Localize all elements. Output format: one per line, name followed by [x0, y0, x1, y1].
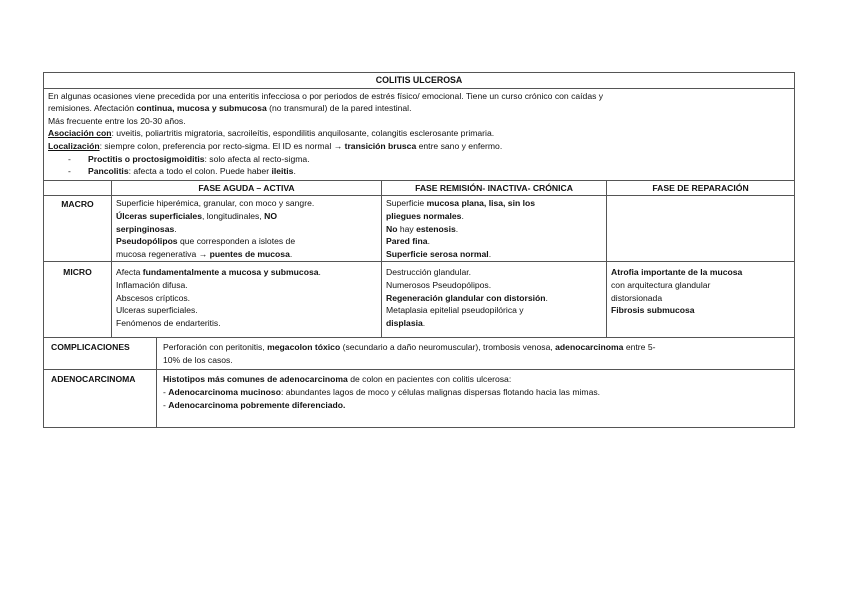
macro-remision-cell: Superficie mucosa plana, lisa, sin los pliegues normales. No hay estenosis. Pared fina. Superficie serosa normal. [382, 196, 607, 262]
complicaciones-row [44, 338, 795, 370]
header-empty [44, 180, 112, 196]
asociacion-line: Asociación con: uveitis, poliartritis migratoria, sacroileítis, espondilitis anquilosante, colangitis esclerosante primaria. [48, 128, 495, 139]
colitis-table [43, 72, 795, 428]
header-fase-reparacion: FASE DE REPARACIÓN [607, 180, 795, 196]
macro-label: MACRO [44, 196, 112, 262]
adenocarcinoma-label: ADENOCARCINOMA [44, 370, 157, 428]
macro-row [44, 196, 795, 262]
title-row [44, 73, 795, 89]
micro-remision-cell: Destrucción glandular. Numerosos Pseudopólipos. Regeneración glandular con distorsión. Metaplasia epitelial pseudopilórica y displasia. [382, 262, 607, 338]
micro-aguda-cell: Afecta fundamentalmente a mucosa y submucosa. Inflamación difusa. Abscesos crípticos. Ulceras superficiales. Fenómenos de endarteritis. [112, 262, 382, 338]
bullet-pancolitis: - Pancolitis: afecta a todo el colon. Puede haber ileitis. [48, 165, 790, 178]
intro-row [44, 88, 795, 180]
document-page [43, 72, 794, 428]
adenocarcinoma-row [44, 370, 795, 428]
macro-reparacion-cell [607, 196, 795, 262]
micro-label: MICRO [44, 262, 112, 338]
localizacion-line: Localización: siempre colon, preferencia por recto-sigma. El ID es normal → transición brusca entre sano y enfermo. [48, 140, 503, 151]
intro-cell [44, 88, 795, 180]
intro-line-2: remisiones. Afectación continua, mucosa y submucosa (no transmural) de la pared intestinal. [48, 103, 412, 114]
intro-line-3: Más frecuente entre los 20-30 años. [48, 115, 186, 126]
phase-header-row [44, 180, 795, 196]
bullet-proctitis: - Proctitis o proctosigmoiditis: solo afecta al recto-sigma. [48, 153, 790, 166]
table-title: COLITIS ULCEROSA [44, 73, 795, 89]
complicaciones-label: COMPLICACIONES [44, 338, 157, 370]
header-fase-aguda: FASE AGUDA – ACTIVA [112, 180, 382, 196]
complicaciones-text: Perforación con peritonitis, megacolon tóxico (secundario a daño neuromuscular), trombosis venosa, adenocarcinoma entre 5- 10% de los casos. [157, 338, 795, 370]
adenocarcinoma-text: Histotipos más comunes de adenocarcinoma de colon en pacientes con colitis ulcerosa: - Adenocarcinoma mucinoso: abundantes lagos de moco y células malignas dispersas flotando hacia las mimas. - Adenocarcinoma pobremente diferenciado. [157, 370, 795, 428]
micro-row [44, 262, 795, 338]
header-fase-remision: FASE REMISIÓN- INACTIVA- CRÓNICA [382, 180, 607, 196]
intro-line-1: En algunas ocasiones viene precedida por una enteritis infecciosa o por periodos de estrés físico/ emocional. Tiene un curso crónico con caídas y [48, 90, 604, 101]
macro-aguda-cell: Superficie hiperémica, granular, con moco y sangre. Úlceras superficiales, longitudinales, NO serpinginosas. Pseudopólipos que corresponden a islotes de mucosa regenerativa → puentes de mucosa. [112, 196, 382, 262]
micro-reparacion-cell: Atrofia importante de la mucosa con arquitectura glandular distorsionada Fibrosis submucosa [607, 262, 795, 338]
